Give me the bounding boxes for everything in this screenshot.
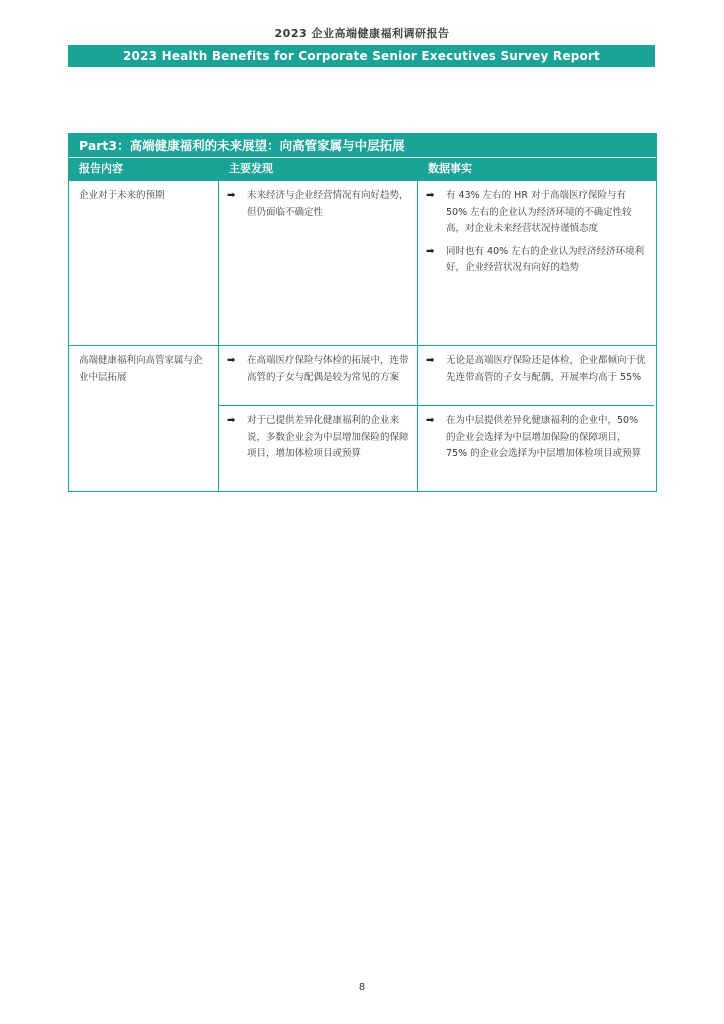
page-number: 8	[358, 982, 366, 993]
row-facts-cell	[418, 406, 654, 491]
row-facts-cell	[418, 346, 654, 405]
row-content-cell: 高端健康福利向高管家属与企业中层拓展	[69, 346, 219, 491]
right-arrow-icon: ➡	[227, 190, 236, 201]
row-findings-cell	[219, 406, 418, 491]
row-facts-cell	[418, 181, 654, 345]
fact-bullet	[426, 413, 646, 463]
finding-bullet	[227, 353, 409, 386]
finding-text: 未来经济与企业经营情况有向好趋势，但仍面临不确定性	[247, 190, 409, 218]
sub-row	[219, 346, 654, 405]
right-arrow-icon: ➡	[426, 245, 435, 257]
column-header-findings: 主要发现	[229, 162, 273, 175]
table-header-row	[69, 158, 656, 180]
column-header-content: 报告内容	[79, 162, 123, 175]
report-title-cn: 2023 企业高端健康福利调研报告	[274, 27, 450, 40]
right-arrow-icon: ➡	[227, 355, 236, 366]
fact-text: 同时也有 40% 左右的企业认为经济经济环境利好，企业经营状况有向好的趋势	[446, 245, 645, 273]
fact-text: 有 43% 左右的 HR 对于高端医疗保险与有 50% 左右的企业认为经济环境的不确定性较高，对企业未来经营状况持谨慎态度	[446, 190, 632, 234]
column-header-facts: 数据事实	[428, 162, 472, 175]
fact-bullet	[426, 188, 646, 238]
table-title: Part3：高端健康福利的未来展望：向高管家属与中层拓展	[69, 134, 656, 158]
finding-bullet	[227, 413, 409, 463]
sub-row	[219, 405, 654, 491]
row-subrows	[219, 346, 654, 491]
finding-text: 在高端医疗保险与体检的拓展中，连带高管的子女与配偶是较为常见的方案	[247, 355, 409, 383]
right-arrow-icon: ➡	[426, 355, 435, 366]
fact-text: 无论是高端医疗保险还是体检，企业都倾向于优先连带高管的子女与配偶，开展率均高于 55%	[446, 355, 646, 383]
finding-text: 对于已提供差异化健康福利的企业来说，多数企业会为中层增加保险的保障项目，增加体检项目或预算	[247, 415, 409, 459]
right-arrow-icon: ➡	[426, 415, 435, 426]
table-row	[69, 180, 656, 345]
row-findings-cell	[219, 346, 418, 405]
row-findings-cell	[219, 181, 418, 345]
row-content-cell: 企业对于未来的预期	[69, 181, 219, 345]
report-title-en: 2023 Health Benefits for Corporate Senior Executives Survey Report	[68, 45, 655, 67]
right-arrow-icon: ➡	[227, 415, 236, 426]
finding-bullet	[227, 188, 409, 221]
right-arrow-icon: ➡	[426, 190, 435, 201]
fact-bullet	[426, 244, 646, 277]
fact-bullet	[426, 353, 646, 386]
findings-table	[68, 133, 657, 492]
table-row	[69, 345, 656, 491]
fact-text: 在为中层提供差异化健康福利的企业中，50% 的企业会选择为中层增加保险的保障项目，75% 的企业会选择为中层增加体检项目或预算	[446, 415, 642, 459]
